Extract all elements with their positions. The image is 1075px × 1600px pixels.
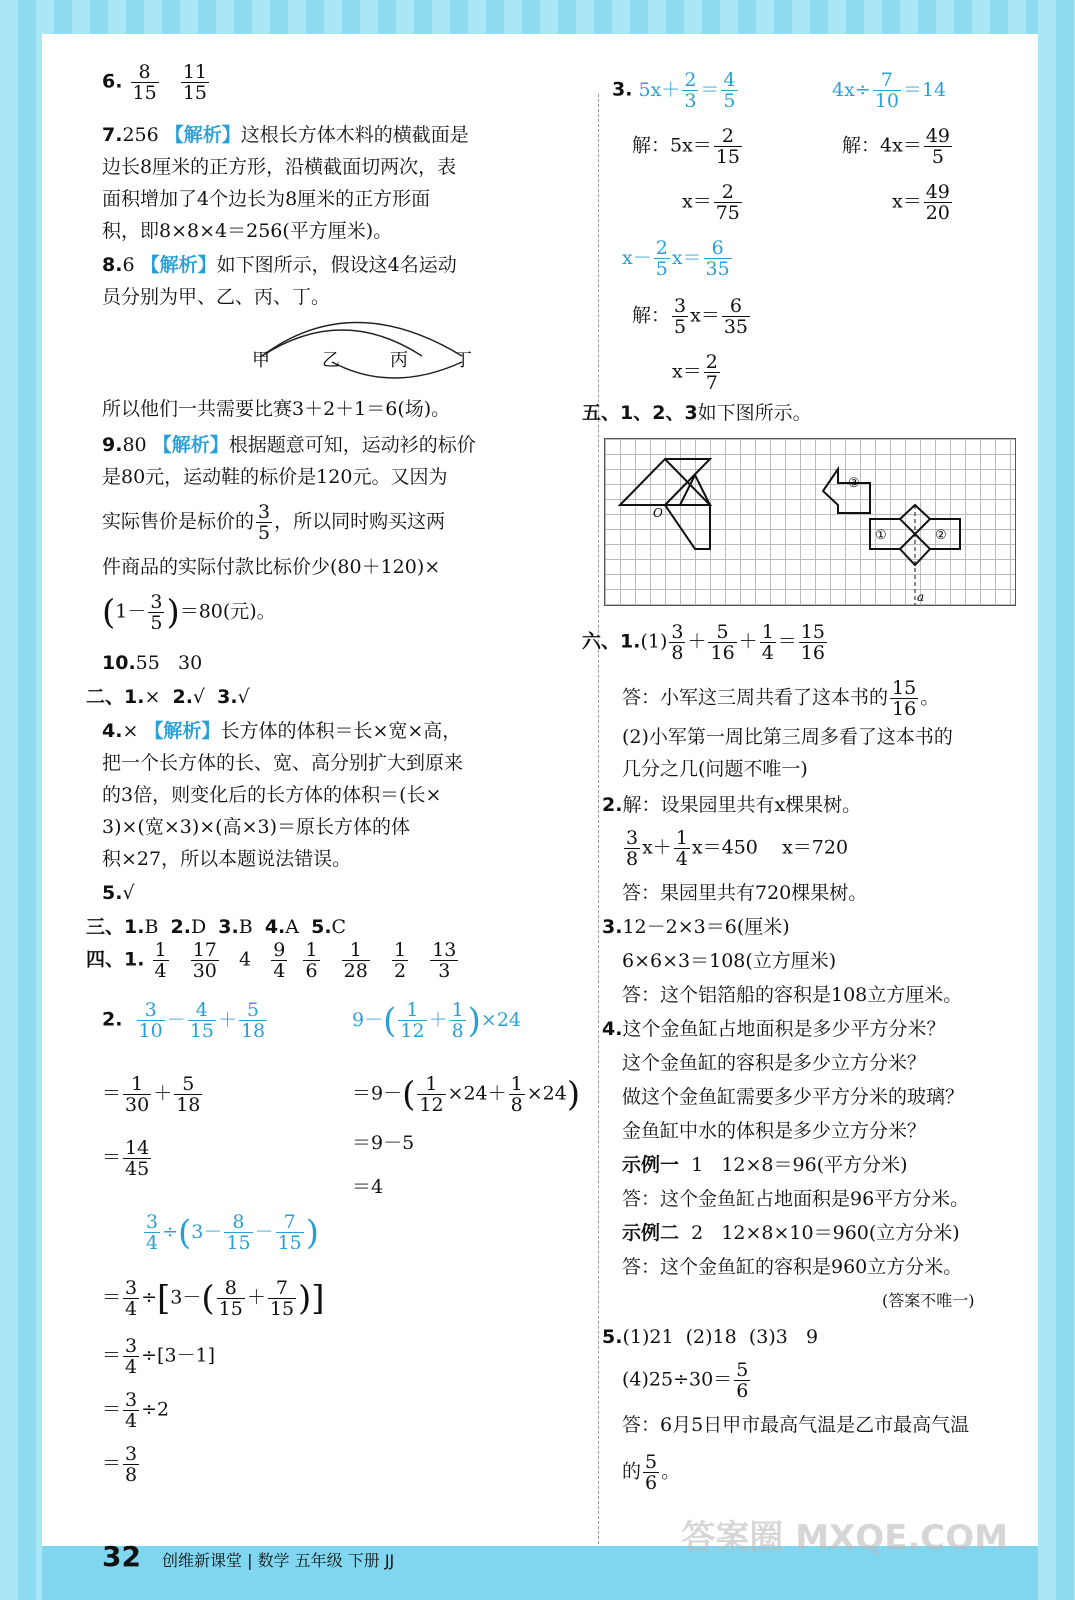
label-2: ②: [935, 528, 947, 543]
s6-q5: 5.(1)21 (2)18 (3)3 9: [602, 1326, 819, 1348]
s6-q4-line4: 金鱼缸中水的体积是多少立方分米？: [622, 1120, 927, 1142]
s6-q4-line2: 这个金鱼缸的容积是多少立方分米？: [622, 1052, 927, 1074]
label-axis-a: a: [917, 590, 925, 604]
s6-q3-answer: 答：这个铝箔船的容积是108立方厘米。: [622, 984, 963, 1006]
s6-q1-eq: 六、1.(1) $\frac{3}{8}$ ＋ $\frac{5}{16}$ ＋ $\frac{1}{4}$ ＝ $\frac{15}{16}$: [582, 621, 825, 664]
q8-line2: 员分别为甲、乙、丙、丁。: [102, 286, 331, 308]
s6-q1-part2-line2: 几分之几(问题不唯一): [622, 758, 808, 780]
grid-drawing: [605, 439, 1015, 605]
q9-line4: 件商品的实际付款比标价少(80＋120)×: [102, 556, 441, 578]
s2-q5: 5.√: [102, 882, 135, 904]
page-number: 32: [102, 1540, 141, 1573]
s2-q4-line3: 的3倍，则变化后的长方体的体积＝(长×: [102, 784, 442, 806]
q9: 9.80 【解析】根据题意可知，运动衫的标价: [102, 434, 476, 456]
s6-q4-example1-answer: 答：这个金鱼缸占地面积是96平方分米。: [622, 1188, 970, 1210]
s6-q4: 4.这个金鱼缸占地面积是多少平方分米？: [602, 1018, 946, 1040]
label-1: ①: [875, 528, 887, 543]
s4-q2b-line1: 9－( $\frac{1}{12}$ ＋ $\frac{1}{8}$ )×24: [352, 999, 522, 1042]
s2-q4: 4.× 【解析】长方体的体积＝长×宽×高，: [102, 720, 462, 742]
r-q3b-step2: x＝ $\frac{49}{20}$: [892, 181, 950, 224]
s6-q4-example2: 示例二 2 12×8×10＝960(立方分米): [622, 1222, 960, 1244]
q6: 6. $\frac{8}{15}$ $\frac{11}{15}$: [102, 61, 207, 104]
s6-q5-answer-line2: 的 $\frac{5}{6}$ 。: [622, 1451, 681, 1494]
match-diagram: [242, 314, 482, 384]
section-4-q1: 四、1. $\frac{1}{4}$ $\frac{17}{30}$ 4 $\frac{9}{4}$ $\frac{1}{6}$ $\frac{1}{28}$ $\frac{1}{2}$ $\frac{13}{3}$: [86, 939, 457, 982]
q9-line3: 实际售价是标价的 $\frac{3}{5}$ ，所以同时购买这两: [102, 501, 446, 544]
s6-q3-line2: 6×6×3＝108(立方厘米): [622, 950, 837, 972]
q7-line4: 积，即8×8×4＝256(平方厘米)。: [102, 220, 393, 242]
s6-q5-part4: (4)25÷30＝ $\frac{5}{6}$: [622, 1359, 749, 1402]
q7-line3: 面积增加了4个边长为8厘米的正方形面: [102, 188, 431, 210]
s6-q2: 2.解：设果园里共有x棵果树。: [602, 794, 862, 816]
s4-q2a-line3: ＝ $\frac{14}{45}$: [102, 1137, 150, 1180]
s4-q2c-line5: ＝ $\frac{3}{8}$: [102, 1443, 138, 1486]
s4-q2b-line4: ＝4: [352, 1176, 384, 1198]
right-border: [1038, 0, 1075, 1600]
footer-brand: 创维新课堂 | 数学 五年级 下册 JJ: [162, 1551, 395, 1570]
s6-q2-answer: 答：果园里共有720棵果树。: [622, 882, 868, 904]
r-q3c-step2: x＝ $\frac{2}{7}$: [672, 351, 718, 394]
s2-q4-line4: 3)×(宽×3)×(高×3)＝原长方体的体: [102, 816, 411, 838]
label-yi: 乙: [322, 350, 340, 371]
s4-q2a-line2: ＝ $\frac{1}{30}$ ＋ $\frac{5}{18}$: [102, 1073, 201, 1116]
label-3: ③: [848, 476, 860, 491]
s6-q3: 3.12－2×3＝6(厘米): [602, 916, 790, 938]
r-q3c-eq: x－ $\frac{2}{5}$ x＝ $\frac{6}{35}$: [622, 237, 730, 280]
label-ding: 丁: [454, 350, 472, 371]
s6-q5-answer: 答：6月5日甲市最高气温是乙市最高气温: [622, 1414, 970, 1436]
top-border: [0, 0, 1075, 34]
section-5: 五、1、2、3如下图所示。: [582, 402, 812, 424]
q8-conclusion: 所以他们一共需要比赛3＋2＋1＝6(场)。: [102, 398, 451, 420]
r-q3a-step2: x＝ $\frac{2}{75}$: [682, 181, 740, 224]
s4-q2c-line3: ＝ $\frac{3}{4}$ ÷[3－1]: [102, 1335, 216, 1378]
parallelogram-shape: [665, 505, 710, 549]
s6-q4-line3: 做这个金鱼缸需要多少平方分米的玻璃？: [622, 1086, 965, 1108]
s2-q4-line5: 积×27，所以本题说法错误。: [102, 848, 352, 870]
triangle-shape: [620, 459, 710, 505]
s2-q4-line2: 把一个长方体的长、宽、高分别扩大到原来: [102, 752, 464, 774]
column-divider: [598, 94, 599, 1544]
grid-figure: [604, 438, 1016, 606]
s4-q2b-line3: ＝9－5: [352, 1132, 415, 1154]
label-origin: O: [653, 506, 663, 520]
s6-q4-example1: 示例一 1 12×8＝96(平方分米): [622, 1154, 908, 1176]
q9-line2: 是80元，运动鞋的标价是120元。又因为: [102, 466, 448, 488]
s4-q2b-line2: ＝9－( $\frac{1}{12}$ ×24＋ $\frac{1}{8}$ ×24): [352, 1073, 581, 1116]
s6-q4-example2-answer: 答：这个金鱼缸的容积是960立方分米。: [622, 1256, 963, 1278]
section-3: 三、1.B 2.D 3.B 4.A 5.C: [86, 916, 347, 938]
r-q3a-eq: 3. 5x＋ $\frac{2}{3}$ ＝ $\frac{4}{5}$: [612, 69, 736, 112]
s6-q4-note: (答案不唯一): [882, 1291, 975, 1310]
left-border: [0, 0, 42, 1600]
r-q3a-step1: 解：5x＝ $\frac{2}{15}$: [632, 125, 740, 168]
q10: 10.55 30: [102, 652, 203, 674]
arrow-shape-3: [823, 469, 870, 513]
s6-q2-eq: $\frac{3}{8}$ x＋ $\frac{1}{4}$ x＝450 x＝720: [626, 827, 849, 870]
s4-q2c-line1: $\frac{3}{4}$ ÷(3－ $\frac{8}{15}$ － $\frac{7}{15}$ ): [146, 1211, 320, 1254]
q8: 8.6 【解析】如下图所示，假设这4名运动: [102, 254, 457, 276]
s4-q2c-line4: ＝ $\frac{3}{4}$ ÷2: [102, 1389, 170, 1432]
q9-line5: (1－ $\frac{3}{5}$ )＝80(元)。: [102, 591, 276, 634]
s4-q2a-line1: 2. $\frac{3}{10}$ － $\frac{4}{15}$ ＋ $\frac{5}{18}$: [102, 999, 266, 1042]
q7: 7.256 【解析】这根长方体木料的横截面是: [102, 124, 469, 146]
s4-q2c-line2: ＝ $\frac{3}{4}$ ÷[3－( $\frac{8}{15}$ ＋ $\frac{7}{15}$ )]: [102, 1277, 325, 1320]
s6-q1-part2: (2)小军第一周比第三周多看了这本书的: [622, 726, 953, 748]
r-q3b-eq: 4x÷ $\frac{7}{10}$ ＝14: [832, 69, 947, 112]
section-2: 二、1.× 2.√ 3.√: [86, 686, 250, 708]
footer: [42, 1518, 1038, 1586]
q7-line2: 边长8厘米的正方形，沿横截面切两次，表: [102, 156, 457, 178]
label-jia: 甲: [252, 350, 270, 371]
label-bing: 丙: [390, 350, 408, 371]
s6-q1-answer: 答：小军这三周共看了这本书的 $\frac{15}{16}$ 。: [622, 677, 940, 720]
arc-jia-ding: [262, 323, 462, 357]
r-q3b-step1: 解：4x＝ $\frac{49}{5}$: [842, 125, 950, 168]
watermark: 答案圈 MXQE.COM: [681, 1518, 1008, 1558]
r-q3c-step1: 解： $\frac{3}{5}$ x＝ $\frac{6}{35}$: [632, 295, 749, 338]
answer-page: [42, 34, 1038, 1546]
